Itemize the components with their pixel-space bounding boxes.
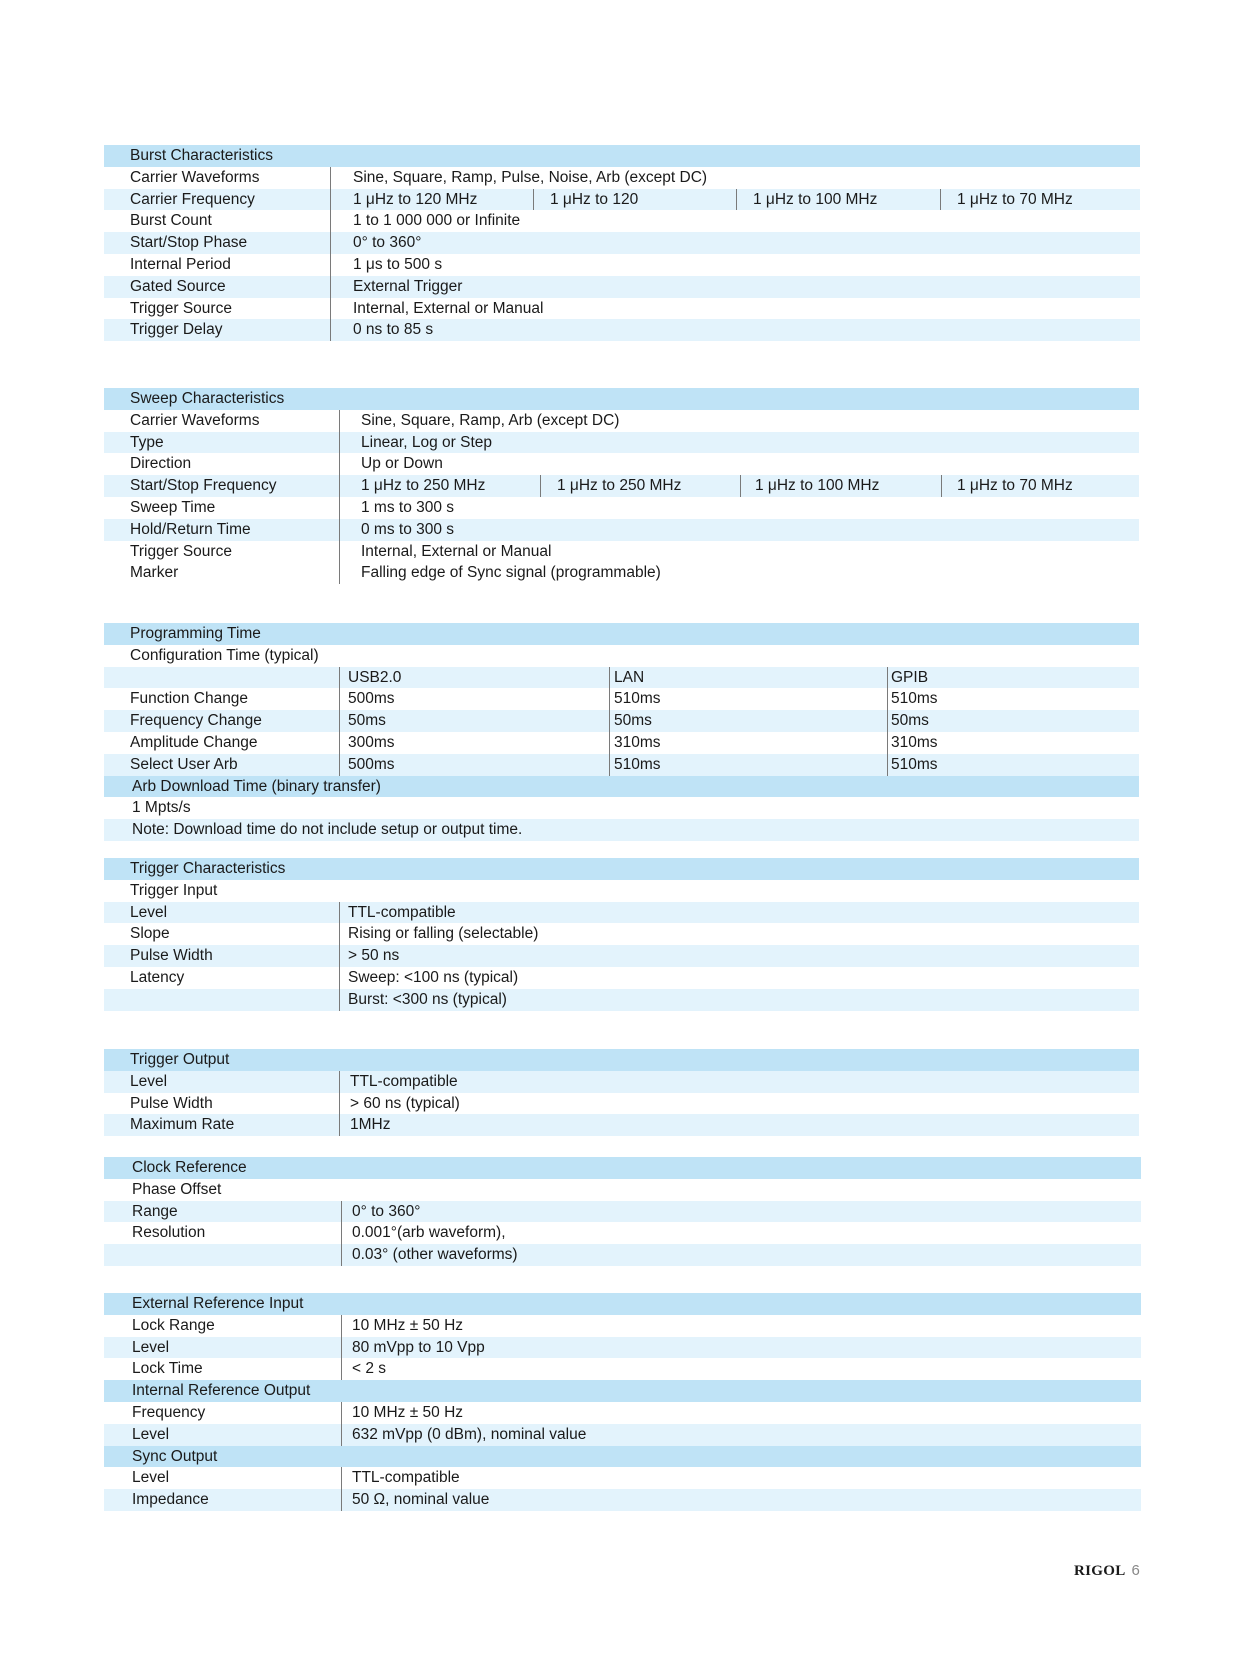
column-divider bbox=[330, 189, 331, 211]
row-label: Maximum Rate bbox=[130, 1116, 235, 1134]
sync-header bbox=[104, 1446, 1141, 1468]
row-label: Pulse Width bbox=[130, 1094, 213, 1112]
column-divider bbox=[341, 1244, 342, 1266]
column-divider bbox=[341, 1222, 342, 1244]
trigger-char-header bbox=[104, 858, 1139, 880]
row-label: Direction bbox=[130, 455, 192, 473]
row-value: 1 μs to 500 s bbox=[353, 256, 443, 273]
row-label: Marker bbox=[130, 564, 179, 582]
row-label: Latency bbox=[130, 969, 185, 986]
column-divider bbox=[736, 189, 737, 211]
row-label: Range bbox=[132, 1202, 178, 1220]
table-row bbox=[104, 710, 1139, 732]
column-divider bbox=[887, 688, 888, 710]
sweep-title: Sweep Characteristics bbox=[130, 390, 285, 407]
row-value: 500ms bbox=[348, 755, 395, 773]
row-label: Resolution bbox=[132, 1224, 206, 1242]
row-value: 0.03° (other waveforms) bbox=[352, 1246, 518, 1264]
ext-ref-header bbox=[104, 1293, 1141, 1315]
table-row bbox=[104, 432, 1139, 454]
row-value: Sine, Square, Ramp, Arb (except DC) bbox=[361, 411, 620, 429]
row-value: 10 MHz ± 50 Hz bbox=[352, 1404, 464, 1421]
page-number: 6 bbox=[1131, 1562, 1140, 1579]
row-value: 50ms bbox=[891, 712, 929, 730]
column-divider bbox=[609, 688, 610, 710]
table-row bbox=[104, 945, 1139, 967]
column-divider bbox=[339, 989, 340, 1011]
row-label: Type bbox=[130, 433, 164, 451]
row-label: Carrier Waveforms bbox=[130, 411, 260, 429]
trigger-char-title: Trigger Characteristics bbox=[130, 860, 286, 877]
column-divider bbox=[609, 667, 610, 689]
sweep-section bbox=[104, 388, 1139, 582]
column-header-lan: LAN bbox=[614, 668, 645, 686]
clock-header bbox=[104, 1157, 1141, 1179]
row-value: 50 Ω, nominal value bbox=[352, 1491, 490, 1509]
sweep-header bbox=[104, 388, 1139, 410]
column-divider bbox=[341, 1489, 342, 1511]
row-label: Start/Stop Frequency bbox=[130, 477, 277, 495]
row-label: Frequency Change bbox=[130, 712, 262, 730]
row-value: 510ms bbox=[891, 755, 938, 773]
table-row bbox=[104, 298, 1140, 320]
column-divider bbox=[339, 475, 340, 497]
column-divider bbox=[339, 754, 340, 776]
row-label: Lock Range bbox=[132, 1316, 215, 1334]
row-value: 1 μHz to 70 MHz bbox=[957, 477, 1073, 495]
row-value: 1 μHz to 100 MHz bbox=[753, 190, 878, 208]
column-divider bbox=[330, 232, 331, 254]
table-row bbox=[104, 541, 1139, 563]
row-value: > 60 ns (typical) bbox=[350, 1094, 460, 1112]
row-label: Impedance bbox=[132, 1491, 209, 1509]
column-divider bbox=[339, 432, 340, 454]
burst-section bbox=[104, 145, 1140, 345]
arb-note: Note: Download time do not include setup or output time. bbox=[132, 821, 523, 839]
arb-rate: 1 Mpts/s bbox=[132, 799, 191, 817]
column-divider bbox=[330, 319, 331, 341]
row-value: 0 ms to 300 s bbox=[361, 520, 455, 538]
column-divider bbox=[609, 754, 610, 776]
column-divider bbox=[339, 497, 340, 519]
trigger-characteristics-section bbox=[104, 858, 1139, 1013]
column-divider bbox=[339, 541, 340, 563]
table-row bbox=[104, 1337, 1141, 1359]
row-value: Up or Down bbox=[361, 455, 443, 473]
column-divider bbox=[887, 754, 888, 776]
table-row bbox=[104, 1489, 1141, 1511]
trigger-output-title: Trigger Output bbox=[130, 1051, 230, 1068]
row-value: TTL-compatible bbox=[352, 1469, 460, 1487]
config-title: Configuration Time (typical) bbox=[130, 646, 319, 664]
trigger-input-title: Trigger Input bbox=[130, 881, 218, 899]
table-row bbox=[104, 989, 1139, 1011]
ext-ref-title: External Reference Input bbox=[132, 1295, 304, 1312]
row-value: 1 μHz to 120 MHz bbox=[353, 190, 478, 208]
row-value: 0 ns to 85 s bbox=[353, 321, 434, 339]
column-divider bbox=[339, 1093, 340, 1115]
row-value: TTL-compatible bbox=[350, 1072, 458, 1090]
programming-section bbox=[104, 623, 1139, 843]
reference-section bbox=[104, 1293, 1141, 1513]
brand-logo: RIGOL bbox=[1074, 1563, 1126, 1579]
row-value: 310ms bbox=[614, 734, 661, 751]
int-ref-title: Internal Reference Output bbox=[132, 1382, 311, 1400]
column-divider bbox=[330, 276, 331, 298]
row-value: 1 to 1 000 000 or Infinite bbox=[353, 212, 521, 230]
int-ref-header bbox=[104, 1380, 1141, 1402]
phase-offset-title: Phase Offset bbox=[132, 1180, 222, 1198]
row-value: 510ms bbox=[891, 690, 938, 708]
table-row bbox=[104, 1114, 1139, 1136]
row-label: Trigger Source bbox=[130, 542, 232, 560]
row-label: Start/Stop Phase bbox=[130, 234, 248, 252]
table-row bbox=[104, 1467, 1141, 1489]
column-divider bbox=[339, 945, 340, 967]
trigger-output-header bbox=[104, 1049, 1139, 1071]
row-label: Internal Period bbox=[130, 256, 231, 273]
column-divider bbox=[339, 923, 340, 945]
table-row bbox=[104, 232, 1140, 254]
row-value: 10 MHz ± 50 Hz bbox=[352, 1316, 464, 1334]
row-label: Trigger Delay bbox=[130, 321, 223, 339]
table-row bbox=[104, 902, 1139, 924]
programming-header bbox=[104, 623, 1139, 645]
column-divider bbox=[339, 519, 340, 541]
table-row bbox=[104, 276, 1140, 298]
column-divider bbox=[887, 710, 888, 732]
table-row bbox=[104, 1071, 1139, 1093]
table-row bbox=[104, 1358, 1141, 1380]
row-value: > 50 ns bbox=[348, 947, 400, 965]
row-label: Slope bbox=[130, 925, 170, 943]
column-divider bbox=[533, 189, 534, 211]
table-row bbox=[104, 519, 1139, 541]
table-row bbox=[104, 167, 1140, 189]
column-divider bbox=[341, 1424, 342, 1446]
row-value: Linear, Log or Step bbox=[361, 433, 492, 451]
table-row bbox=[104, 453, 1139, 475]
table-row bbox=[104, 319, 1140, 341]
column-divider bbox=[330, 254, 331, 276]
row-label: Select User Arb bbox=[130, 755, 238, 773]
column-divider bbox=[341, 1337, 342, 1359]
table-row bbox=[104, 880, 1139, 902]
column-divider bbox=[339, 410, 340, 432]
row-label: Trigger Source bbox=[130, 299, 232, 317]
row-value: 500ms bbox=[348, 690, 395, 708]
row-value: Sweep: <100 ns (typical) bbox=[348, 969, 519, 986]
row-value: Internal, External or Manual bbox=[361, 542, 552, 560]
row-value: < 2 s bbox=[352, 1360, 387, 1378]
column-header-gpib: GPIB bbox=[891, 668, 929, 686]
row-value: 50ms bbox=[614, 712, 652, 730]
table-row bbox=[104, 797, 1139, 819]
row-value: Rising or falling (selectable) bbox=[348, 925, 539, 943]
row-value: 1 μHz to 100 MHz bbox=[755, 477, 880, 495]
arb-download-header bbox=[104, 776, 1139, 798]
column-divider bbox=[341, 1467, 342, 1489]
row-value: 0° to 360° bbox=[352, 1202, 421, 1220]
row-label: Amplitude Change bbox=[130, 734, 258, 751]
row-label: Burst Count bbox=[130, 212, 212, 230]
sync-title: Sync Output bbox=[132, 1447, 218, 1465]
column-divider bbox=[887, 732, 888, 754]
table-row bbox=[104, 645, 1139, 667]
row-label: Gated Source bbox=[130, 277, 226, 295]
row-value: TTL-compatible bbox=[348, 903, 456, 921]
row-value: 310ms bbox=[891, 734, 938, 751]
row-label: Level bbox=[132, 1469, 170, 1487]
table-row bbox=[104, 562, 1139, 584]
row-label: Lock Time bbox=[132, 1360, 203, 1378]
row-value: Internal, External or Manual bbox=[353, 299, 544, 317]
column-divider bbox=[339, 732, 340, 754]
row-value: 1 ms to 300 s bbox=[361, 499, 455, 516]
column-divider bbox=[341, 1315, 342, 1337]
column-divider bbox=[341, 1358, 342, 1380]
column-divider bbox=[339, 967, 340, 989]
table-row bbox=[104, 497, 1139, 519]
row-value: 1 μHz to 70 MHz bbox=[957, 190, 1073, 208]
programming-title: Programming Time bbox=[130, 625, 261, 642]
column-divider bbox=[540, 475, 541, 497]
trigger-output-section bbox=[104, 1049, 1139, 1139]
row-value: 1 μHz to 120 bbox=[550, 190, 639, 208]
row-label: Frequency bbox=[132, 1404, 206, 1421]
table-row bbox=[104, 688, 1139, 710]
table-row bbox=[104, 967, 1139, 989]
page-footer bbox=[1074, 1562, 1140, 1580]
column-divider bbox=[339, 1114, 340, 1136]
table-row bbox=[104, 1179, 1141, 1201]
row-value: 632 mVpp (0 dBm), nominal value bbox=[352, 1425, 587, 1443]
row-value: 1 μHz to 250 MHz bbox=[557, 477, 682, 495]
column-divider bbox=[330, 210, 331, 232]
table-row bbox=[104, 1222, 1141, 1244]
table-row bbox=[104, 1402, 1141, 1424]
row-value: Falling edge of Sync signal (programmable) bbox=[361, 564, 661, 582]
table-row bbox=[104, 410, 1139, 432]
row-value: 1 μHz to 250 MHz bbox=[361, 477, 486, 495]
column-divider bbox=[339, 453, 340, 475]
column-divider bbox=[339, 562, 340, 584]
column-divider bbox=[609, 732, 610, 754]
column-divider bbox=[941, 475, 942, 497]
burst-header bbox=[104, 145, 1140, 167]
row-value: Sine, Square, Ramp, Pulse, Noise, Arb (except DC) bbox=[353, 168, 708, 186]
row-label: Level bbox=[132, 1338, 170, 1356]
table-row bbox=[104, 819, 1139, 841]
column-divider bbox=[339, 1071, 340, 1093]
table-row bbox=[104, 1424, 1141, 1446]
row-label: Function Change bbox=[130, 690, 249, 708]
table-row bbox=[104, 475, 1139, 497]
row-value: 510ms bbox=[614, 755, 661, 773]
column-divider bbox=[339, 902, 340, 924]
column-divider bbox=[330, 298, 331, 320]
row-label: Pulse Width bbox=[130, 947, 213, 965]
row-label: Carrier Waveforms bbox=[130, 168, 260, 186]
row-label: Level bbox=[130, 1072, 168, 1090]
row-label: Level bbox=[130, 903, 168, 921]
column-header-usb: USB2.0 bbox=[348, 668, 402, 686]
table-row bbox=[104, 667, 1139, 689]
table-row bbox=[104, 1093, 1139, 1115]
clock-reference-section bbox=[104, 1157, 1141, 1269]
row-value: 510ms bbox=[614, 690, 661, 708]
row-value: 80 mVpp to 10 Vpp bbox=[352, 1338, 485, 1356]
table-row bbox=[104, 1201, 1141, 1223]
column-divider bbox=[740, 475, 741, 497]
table-row bbox=[104, 189, 1140, 211]
column-divider bbox=[339, 710, 340, 732]
row-value: 1MHz bbox=[350, 1116, 391, 1134]
table-row bbox=[104, 754, 1139, 776]
clock-title: Clock Reference bbox=[132, 1159, 247, 1176]
column-divider bbox=[341, 1402, 342, 1424]
row-label: Sweep Time bbox=[130, 499, 216, 516]
column-divider bbox=[940, 189, 941, 211]
column-divider bbox=[330, 167, 331, 189]
table-row bbox=[104, 254, 1140, 276]
row-value: Burst: <300 ns (typical) bbox=[348, 990, 507, 1008]
row-label: Hold/Return Time bbox=[130, 520, 251, 538]
row-value: 0.001°(arb waveform), bbox=[352, 1224, 506, 1242]
column-divider bbox=[339, 688, 340, 710]
row-label: Carrier Frequency bbox=[130, 190, 255, 208]
column-divider bbox=[887, 667, 888, 689]
table-row bbox=[104, 732, 1139, 754]
burst-title: Burst Characteristics bbox=[130, 147, 273, 164]
table-row bbox=[104, 1315, 1141, 1337]
row-value: 0° to 360° bbox=[353, 234, 422, 252]
row-label: Level bbox=[132, 1425, 170, 1443]
row-value: 50ms bbox=[348, 712, 386, 730]
column-divider bbox=[341, 1201, 342, 1223]
table-row bbox=[104, 923, 1139, 945]
column-divider bbox=[339, 667, 340, 689]
table-row bbox=[104, 210, 1140, 232]
arb-download-title: Arb Download Time (binary transfer) bbox=[132, 777, 381, 795]
table-row bbox=[104, 1244, 1141, 1266]
row-value: External Trigger bbox=[353, 277, 463, 295]
column-divider bbox=[609, 710, 610, 732]
row-value: 300ms bbox=[348, 734, 395, 751]
